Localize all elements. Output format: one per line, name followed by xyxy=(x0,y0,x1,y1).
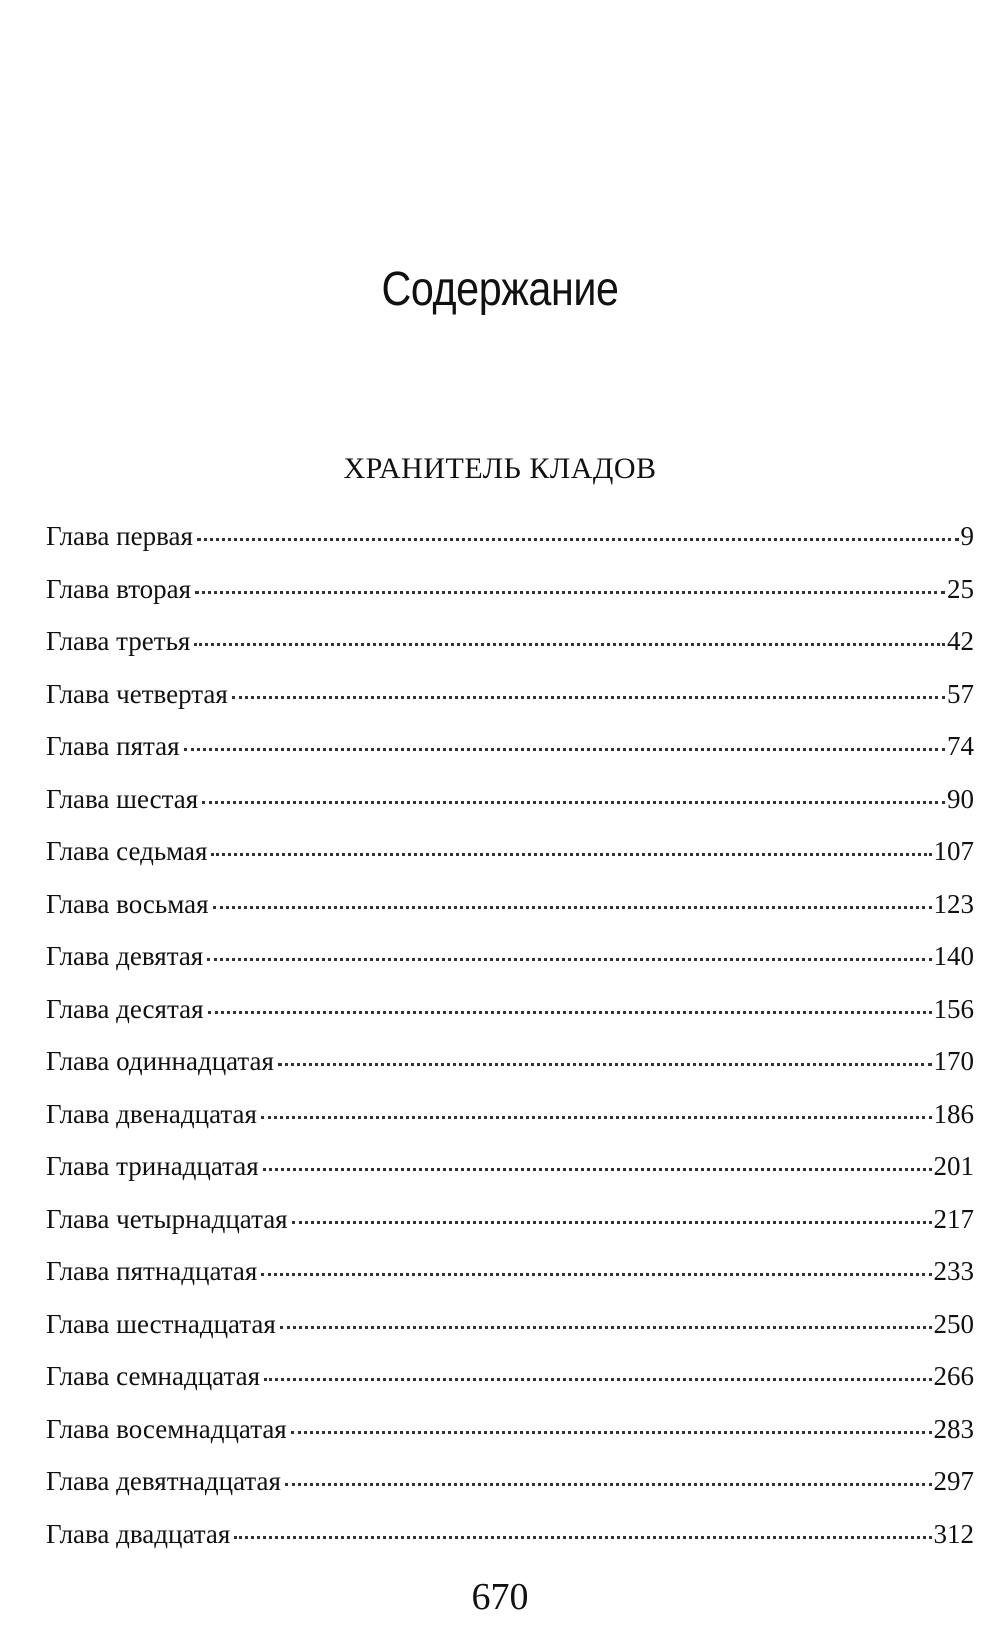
toc-entry-page: 170 xyxy=(933,1046,974,1076)
toc-entry xyxy=(46,878,974,931)
toc-entry xyxy=(46,720,974,773)
toc-entry-label: Глава десятая xyxy=(46,993,204,1024)
toc-leader-dots xyxy=(195,591,945,594)
table-of-contents xyxy=(46,510,974,1560)
toc-leader-dots xyxy=(194,643,945,646)
toc-leader-dots xyxy=(261,1116,932,1119)
toc-leader-dots xyxy=(264,1378,932,1381)
toc-entry-label: Глава вторая xyxy=(46,573,192,604)
toc-entry-page: 74 xyxy=(947,731,974,761)
toc-leader-dots xyxy=(234,1536,931,1539)
toc-entry-label: Глава шестая xyxy=(46,783,199,814)
toc-entry xyxy=(46,1245,974,1298)
toc-entry-page: 312 xyxy=(933,1518,974,1549)
toc-entry-page: 201 xyxy=(933,1151,974,1181)
toc-entry-label: Глава двенадцатая xyxy=(46,1098,257,1129)
toc-entry-page: 140 xyxy=(933,941,974,971)
toc-leader-dots xyxy=(263,1168,932,1171)
toc-entry xyxy=(46,825,974,878)
toc-entry-page: 250 xyxy=(933,1308,974,1339)
toc-entry-page: 107 xyxy=(933,836,974,866)
toc-entry xyxy=(46,1193,974,1246)
toc-entry xyxy=(46,1350,974,1403)
toc-leader-dots xyxy=(207,958,931,961)
toc-entry-page: 156 xyxy=(933,993,974,1024)
toc-entry-page: 123 xyxy=(933,888,974,919)
toc-entry xyxy=(46,1088,974,1141)
toc-entry xyxy=(46,1508,974,1561)
toc-entry xyxy=(46,1403,974,1456)
page-number: 670 xyxy=(471,1576,529,1618)
page-title: Содержание xyxy=(381,263,619,316)
toc-entry xyxy=(46,510,974,563)
toc-entry-label: Глава третья xyxy=(46,626,191,656)
toc-leader-dots xyxy=(197,538,959,541)
toc-entry-page: 90 xyxy=(947,783,974,814)
toc-entry-label: Глава пятая xyxy=(46,731,180,761)
toc-entry xyxy=(46,1035,974,1088)
toc-leader-dots xyxy=(280,1326,932,1329)
toc-leader-dots xyxy=(261,1273,931,1276)
toc-leader-dots xyxy=(184,748,945,751)
toc-entry-label: Глава шестнадцатая xyxy=(46,1308,276,1339)
toc-leader-dots xyxy=(208,1011,932,1014)
toc-leader-dots xyxy=(291,1431,932,1434)
toc-entry-label: Глава первая xyxy=(46,521,193,551)
toc-entry-page: 9 xyxy=(960,521,974,551)
toc-leader-dots xyxy=(285,1483,932,1486)
toc-entry xyxy=(46,668,974,721)
toc-entry-label: Глава девятая xyxy=(46,941,204,971)
toc-entry xyxy=(46,930,974,983)
toc-leader-dots xyxy=(213,906,932,909)
toc-entry-page: 25 xyxy=(947,573,974,604)
toc-entry-label: Глава четырнадцатая xyxy=(46,1203,288,1234)
toc-leader-dots xyxy=(292,1221,932,1224)
section-title: ХРАНИТЕЛЬ КЛАДОВ xyxy=(343,452,657,485)
toc-entry-label: Глава одиннадцатая xyxy=(46,1046,274,1076)
toc-entry xyxy=(46,1455,974,1508)
toc-entry xyxy=(46,1140,974,1193)
toc-entry-page: 186 xyxy=(933,1098,974,1129)
toc-entry-page: 233 xyxy=(933,1256,974,1286)
toc-entry-label: Глава тринадцатая xyxy=(46,1151,259,1181)
toc-entry xyxy=(46,983,974,1036)
toc-entry-page: 283 xyxy=(933,1413,974,1444)
toc-entry-label: Глава седьмая xyxy=(46,836,208,866)
toc-entry-label: Глава семнадцатая xyxy=(46,1361,260,1391)
toc-entry-page: 266 xyxy=(933,1361,974,1391)
toc-entry-label: Глава пятнадцатая xyxy=(46,1256,258,1286)
toc-entry xyxy=(46,563,974,616)
toc-entry-page: 217 xyxy=(933,1203,974,1234)
toc-leader-dots xyxy=(211,853,931,856)
toc-leader-dots xyxy=(202,801,945,804)
toc-entry-label: Глава четвертая xyxy=(46,678,228,709)
toc-entry-label: Глава двадцатая xyxy=(46,1518,231,1549)
toc-entry-label: Глава девятнадцатая xyxy=(46,1466,281,1496)
toc-entry-page: 297 xyxy=(933,1466,974,1496)
toc-leader-dots xyxy=(278,1063,932,1066)
toc-entry-label: Глава восьмая xyxy=(46,888,209,919)
toc-entry xyxy=(46,1298,974,1351)
toc-entry-page: 57 xyxy=(947,678,974,709)
toc-entry-label: Глава восемнадцатая xyxy=(46,1413,287,1444)
toc-entry xyxy=(46,773,974,826)
toc-leader-dots xyxy=(232,696,945,699)
toc-entry-page: 42 xyxy=(947,626,974,656)
toc-entry xyxy=(46,615,974,668)
